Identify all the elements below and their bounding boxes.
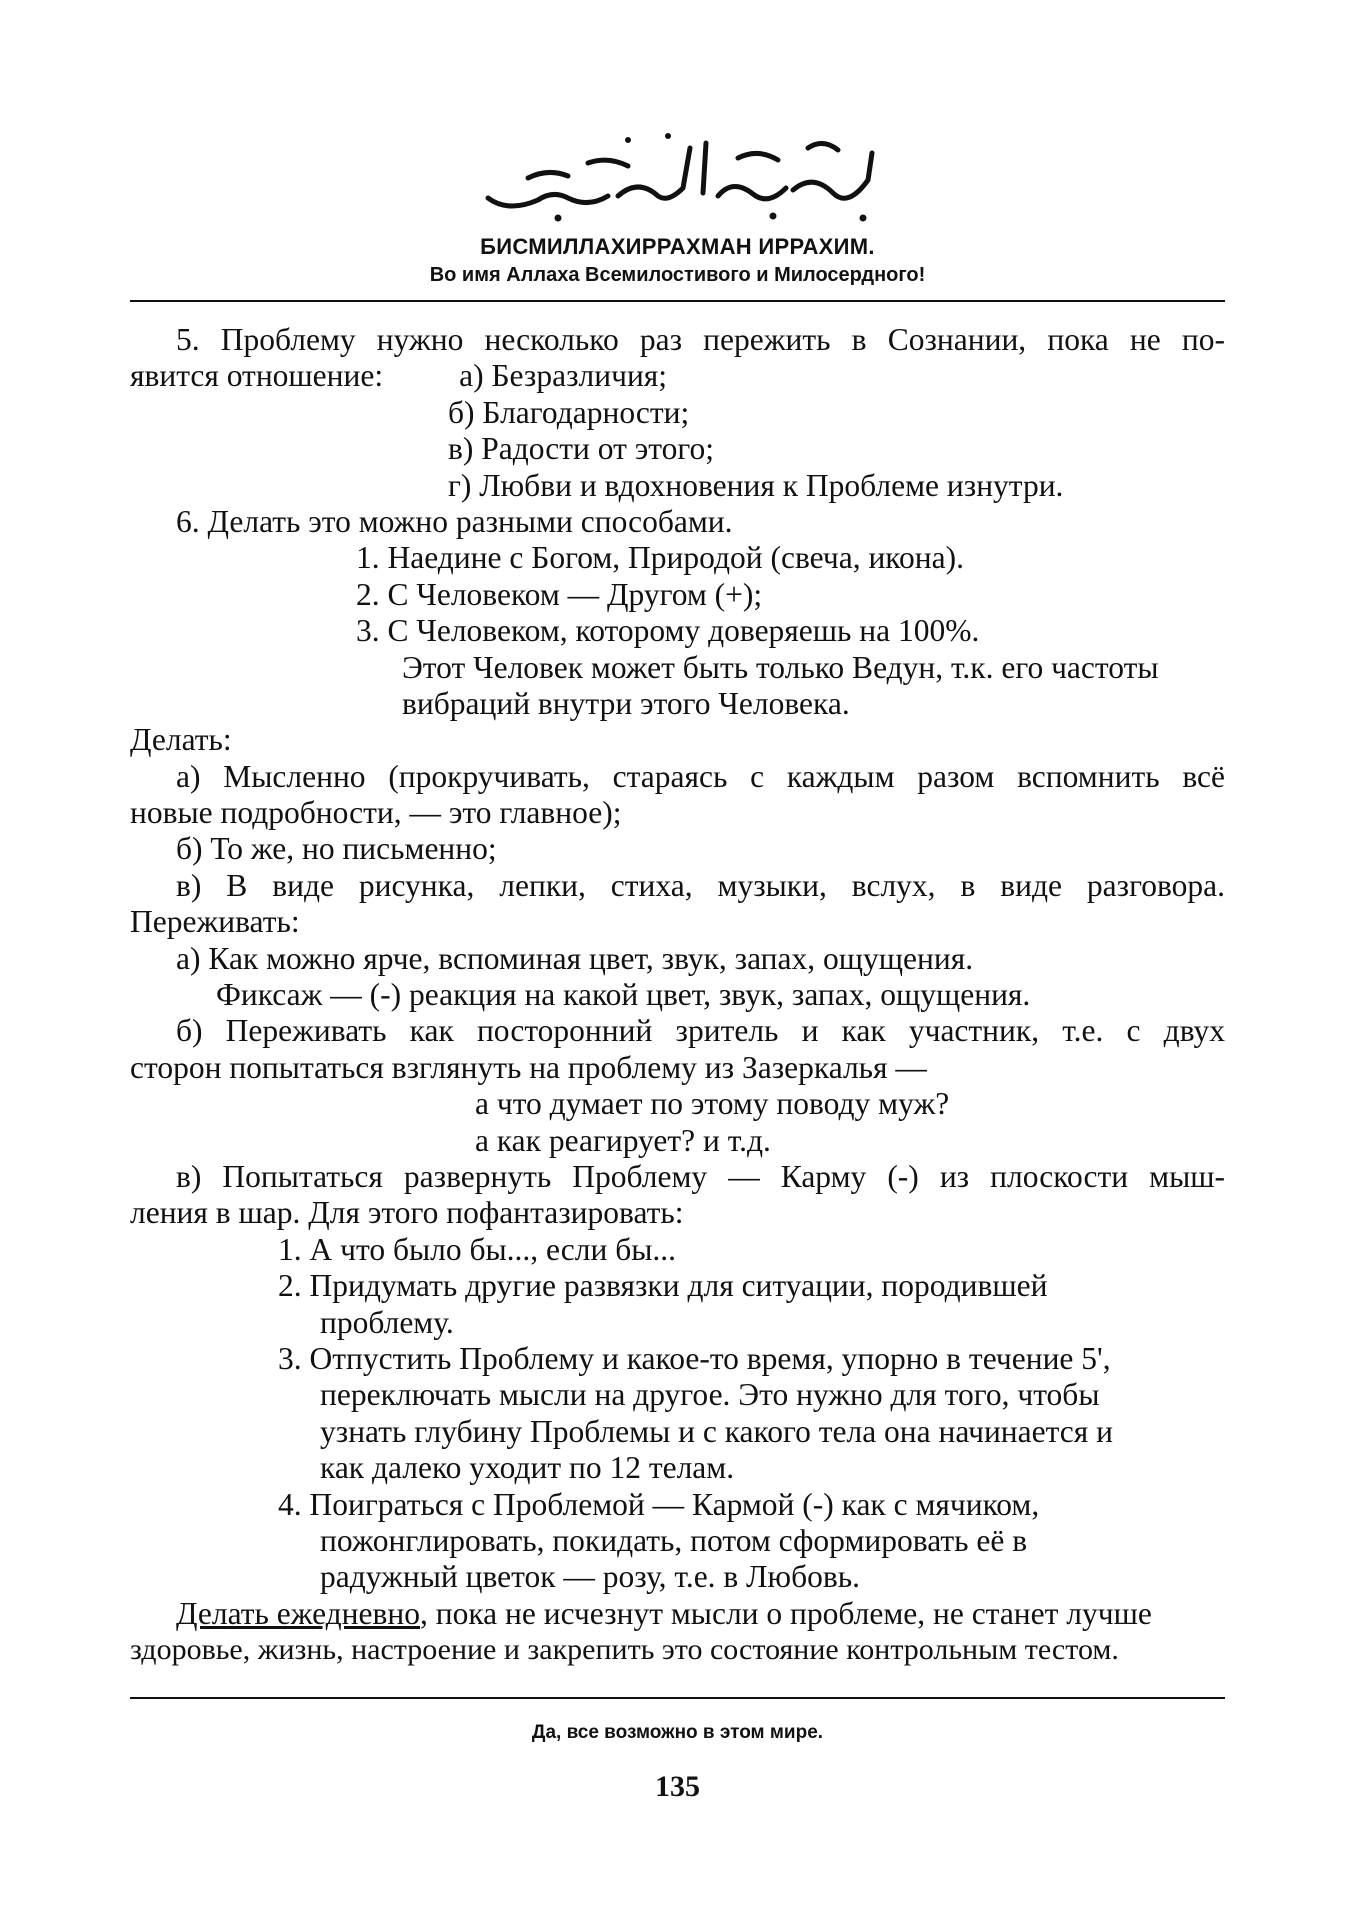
text-line: в) В виде рисунка, лепки, стиха, музыки, вслух, в виде разговора.	[176, 867, 1225, 903]
text-line: здоровье, жизнь, настроение и закрепить это состояние контрольным тестом.	[130, 1633, 1119, 1667]
text-line: б) То же, но письменно;	[176, 831, 497, 867]
text-line: Фиксаж — (-) реакция на какой цвет, звук, запах, ощущения.	[216, 977, 1031, 1013]
text-line: а что думает по этому поводу муж?	[475, 1086, 950, 1122]
bismillah-calligraphy	[0, 118, 1355, 228]
text-line: 1. А что было бы..., если бы...	[278, 1231, 677, 1267]
body-text	[130, 322, 1225, 1668]
text-line: в) Радости от этого;	[448, 431, 715, 467]
text-line: вибраций внутри этого Человека.	[402, 685, 850, 721]
text-line: а) Мысленно (прокручивать, стараясь с каждым разом вспомнить всё	[176, 758, 1225, 794]
text-line: 2. С Человеком — Другом (+);	[356, 576, 763, 612]
text-line: проблему.	[320, 1304, 454, 1340]
text-line	[130, 358, 1225, 394]
footer-text: Да, все возможно в этом мире.	[531, 1722, 824, 1743]
text-fragment: явится отношение:	[130, 358, 384, 394]
text-line: Этот Человек может быть только Ведун, т.к. его частоты	[402, 649, 1159, 685]
text-line: в) Попытаться развернуть Проблему — Карму (-) из плоскости мыш-	[176, 1158, 1225, 1194]
text-fragment: а) Безразличия;	[459, 358, 668, 394]
text-line: сторон попытаться взглянуть на проблему из Зазеркалья —	[130, 1049, 927, 1085]
text-line: 5. Проблему нужно несколько раз пережить в Сознании, пока не по-	[176, 322, 1225, 357]
text-line: 2. Придумать другие развязки для ситуации, породившей	[278, 1268, 1048, 1304]
text-line: г) Любви и вдохновения к Проблеме изнутри.	[448, 467, 1064, 503]
header-title: БИСМИЛЛАХИРРАХМАН ИРРАХИМ.	[480, 234, 875, 259]
text-line: б) Благодарности;	[448, 394, 690, 430]
text-line: Делать:	[130, 722, 232, 758]
text-line: переключать мысли на другое. Это нужно для того, чтобы	[320, 1377, 1100, 1413]
text-line: узнать глубину Проблемы и с какого тела она начинается и	[320, 1413, 1113, 1449]
text-line: а как реагирует? и т.д.	[475, 1122, 771, 1158]
text-line: а) Как можно ярче, вспоминая цвет, звук, запах, ощущения.	[176, 940, 974, 976]
arabic-calligraphy-graphic	[468, 118, 888, 228]
text-line: как далеко уходит по 12 телам.	[320, 1450, 735, 1486]
text-line: 3. Отпустить Проблему и какое-то время, упорно в течение 5',	[278, 1340, 1111, 1376]
text-line	[130, 1596, 1225, 1632]
text-line: 6. Делать это можно разными способами.	[176, 503, 733, 539]
text-line: 1. Наедине с Богом, Природой (свеча, икона).	[356, 540, 964, 576]
page-number: 135	[655, 1770, 700, 1803]
text-line: 4. Поиграться с Проблемой — Кармой (-) как с мячиком,	[278, 1486, 1040, 1522]
text-line: 3. С Человеком, которому доверяешь на 100%.	[356, 613, 980, 649]
text-line: радужный цветок — розу, т.е. в Любовь.	[320, 1559, 860, 1595]
top-divider	[130, 300, 1225, 302]
bottom-divider	[130, 1697, 1225, 1699]
underlined-phrase: Делать ежедневно	[176, 1595, 420, 1631]
text-line: б) Переживать как посторонний зритель и как участник, т.е. с двух	[176, 1013, 1225, 1049]
text-line: ления в шар. Для этого пофантазировать:	[130, 1195, 684, 1231]
text-line: новые подробности, — это главное);	[130, 795, 622, 831]
text-fragment: , пока не исчезнут мысли о проблеме, не станет лучше	[420, 1595, 1152, 1631]
text-line: Переживать:	[130, 904, 300, 940]
header-subtitle: Во имя Аллаха Всемилостивого и Милосердного!	[429, 264, 926, 286]
text-line: пожонглировать, покидать, потом сформировать её в	[320, 1522, 1028, 1558]
